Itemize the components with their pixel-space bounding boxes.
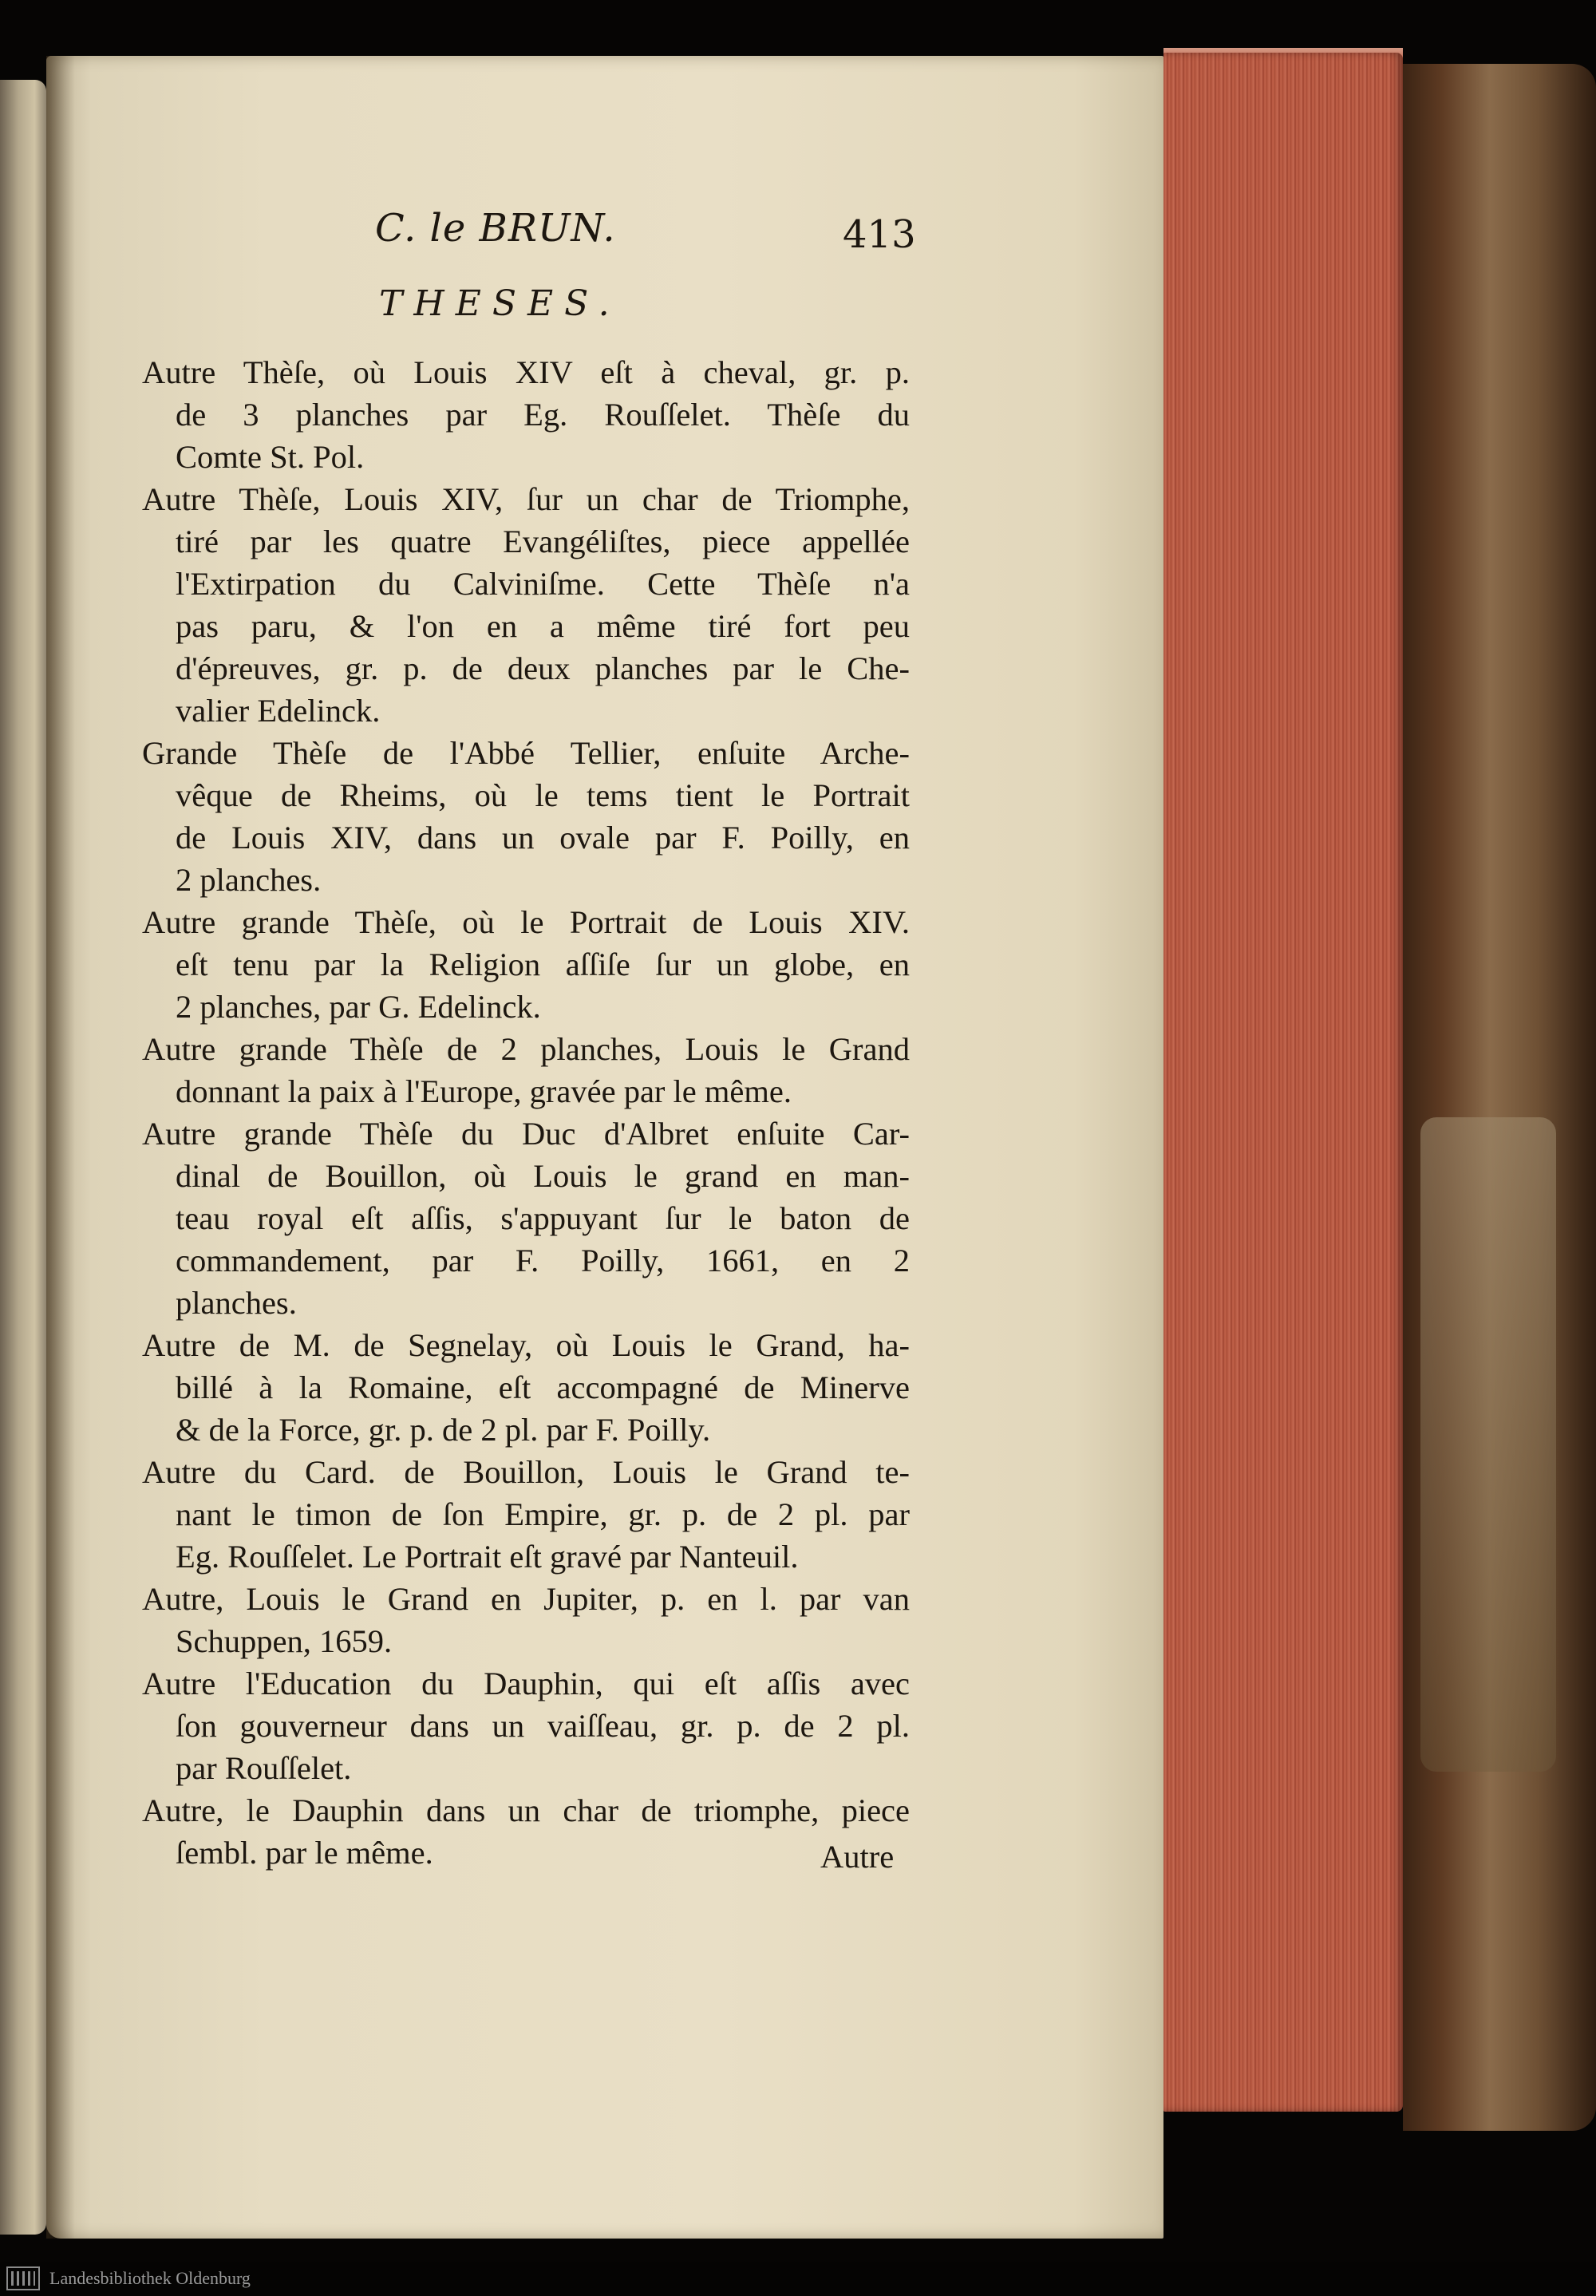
entry-line: Comte St. Pol. bbox=[176, 439, 365, 475]
entry-line: Autre grande Thèſe, où le Portrait de Louis XIV. bbox=[142, 904, 910, 940]
entry-line: ſembl. par le même. bbox=[176, 1835, 433, 1871]
library-name: Landesbibliothek Oldenburg bbox=[49, 2268, 251, 2288]
library-logo-icon bbox=[6, 2266, 40, 2290]
entry-line: Autre Thèſe, Louis XIV, ſur un char de Triomphe, bbox=[142, 481, 910, 517]
entry-line: planches. bbox=[176, 1285, 297, 1321]
entry-line: Autre, Louis le Grand en Jupiter, p. en l. par van bbox=[142, 1581, 910, 1617]
entry-line: Autre grande Thèſe du Duc d'Albret enſuite Car- bbox=[142, 1116, 910, 1152]
entry-line: vêque de Rheims, où le tems tient le Portrait bbox=[176, 777, 910, 813]
catchword: Autre bbox=[820, 1839, 895, 1875]
leather-binding bbox=[1403, 64, 1596, 2131]
entry-line: donnant la paix à l'Europe, gravée par le même. bbox=[176, 1073, 792, 1109]
entry bbox=[142, 1451, 910, 1578]
binding-wear bbox=[1420, 1117, 1556, 1772]
entry bbox=[142, 901, 910, 1028]
entry-line: Schuppen, 1659. bbox=[176, 1623, 393, 1659]
entry bbox=[142, 1789, 910, 1874]
entry bbox=[142, 351, 910, 478]
entry-line: eſt tenu par la Religion aſſiſe ſur un globe, en bbox=[176, 946, 910, 982]
entry bbox=[142, 1028, 910, 1112]
entry-line: nant le timon de ſon Empire, gr. p. de 2 pl. par bbox=[176, 1496, 910, 1532]
entry-line: tiré par les quatre Evangéliſtes, piece appellée bbox=[176, 524, 910, 559]
entry-line: l'Extirpation du Calviniſme. Cette Thèſe n'a bbox=[176, 566, 910, 602]
page-number: 413 bbox=[843, 212, 916, 257]
entry-line: Grande Thèſe de l'Abbé Tellier, enſuite Arche- bbox=[142, 735, 910, 771]
entry bbox=[142, 478, 910, 732]
entry-line: Autre grande Thèſe de 2 planches, Louis le Grand bbox=[142, 1031, 910, 1067]
entry-line: d'épreuves, gr. p. de deux planches par le Che- bbox=[176, 650, 910, 686]
entry-line: ſon gouverneur dans un vaiſſeau, gr. p. de 2 pl. bbox=[176, 1708, 910, 1744]
entry-line: commandement, par F. Poilly, 1661, en 2 bbox=[176, 1243, 910, 1278]
entry-line: Eg. Rouſſelet. Le Portrait eſt gravé par Nanteuil. bbox=[176, 1539, 799, 1575]
section-title: THESES. bbox=[379, 283, 621, 324]
running-head: C. le BRUN. bbox=[375, 206, 616, 251]
entry-line: billé à la Romaine, eſt accompagné de Minerve bbox=[176, 1369, 910, 1405]
entry-line: Autre de M. de Segnelay, où Louis le Grand, ha- bbox=[142, 1327, 910, 1363]
gutter-shadow bbox=[46, 56, 75, 2239]
entry bbox=[142, 1112, 910, 1324]
entry-line: par Rouſſelet. bbox=[176, 1750, 352, 1786]
entry-line: de 3 planches par Eg. Rouſſelet. Thèſe du bbox=[176, 397, 910, 433]
previous-page-edge bbox=[0, 80, 46, 2235]
entries-list bbox=[142, 351, 910, 1874]
entry-line: Autre l'Education du Dauphin, qui eſt aſſis avec bbox=[142, 1666, 910, 1701]
entry-line: 2 planches. bbox=[176, 862, 322, 898]
entry-line: pas paru, & l'on en a même tiré fort peu bbox=[176, 608, 910, 644]
entry-line: valier Edelinck. bbox=[176, 693, 381, 729]
entry-line: & de la Force, gr. p. de 2 pl. par F. Poilly. bbox=[176, 1412, 711, 1448]
entry-line: dinal de Bouillon, où Louis le grand en man- bbox=[176, 1158, 910, 1194]
entry bbox=[142, 732, 910, 901]
entry-line: Autre du Card. de Bouillon, Louis le Grand te- bbox=[142, 1454, 910, 1490]
entry-line: teau royal eſt aſſis, s'appuyant ſur le baton de bbox=[176, 1200, 910, 1236]
entry bbox=[142, 1662, 910, 1789]
entry bbox=[142, 1578, 910, 1662]
entry-line: Autre Thèſe, où Louis XIV eſt à cheval, gr. p. bbox=[142, 354, 910, 390]
entry-line: de Louis XIV, dans un ovale par F. Poilly, en bbox=[176, 820, 910, 856]
entry-line: Autre, le Dauphin dans un char de triomphe, piece bbox=[142, 1792, 910, 1828]
entry-line: 2 planches, par G. Edelinck. bbox=[176, 989, 541, 1025]
entry bbox=[142, 1324, 910, 1451]
page-fore-edge bbox=[1163, 53, 1403, 2112]
